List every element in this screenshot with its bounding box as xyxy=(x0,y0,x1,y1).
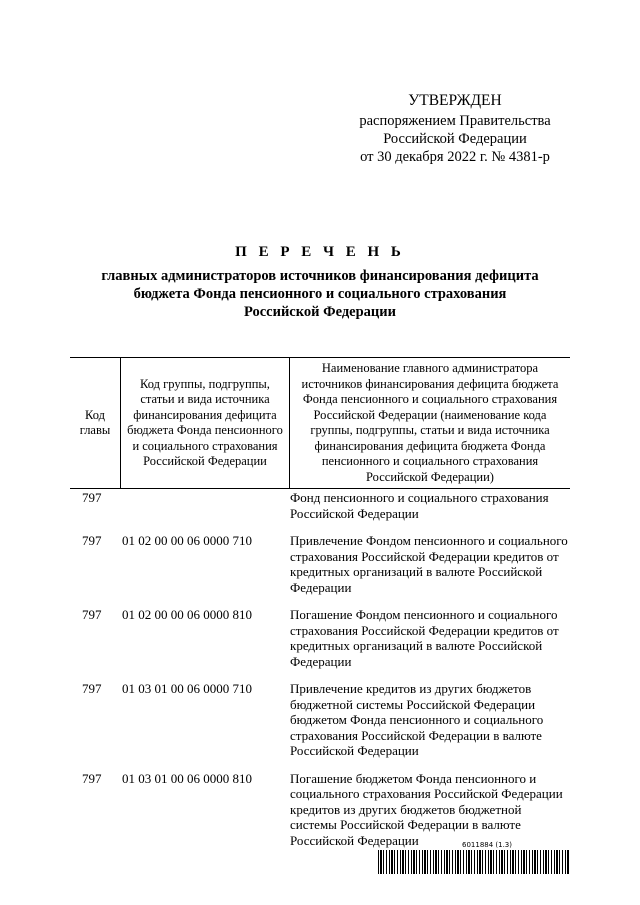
document-subtitle xyxy=(70,267,570,321)
table-row xyxy=(70,490,570,521)
row-source-code xyxy=(116,490,288,521)
table-row xyxy=(70,681,570,759)
row-admin-name: Привлечение Фондом пенсионного и социального страхования Российской Федерации кредитов от кредитных организаций в валюте Российской Федерации xyxy=(290,533,568,595)
row-chapter-code: 797 xyxy=(82,607,102,622)
document-title: П Е Р Е Ч Е Н Ь xyxy=(235,244,405,260)
row-admin-name: Погашение Фондом пенсионного и социального страхования Российской Федерации кредитов от кредитных организаций в валюте Российской Федерации xyxy=(290,607,559,669)
approval-heading: УТВЕРЖДЕН xyxy=(408,92,502,109)
barcode-icon xyxy=(378,850,570,874)
row-chapter-code: 797 xyxy=(82,770,102,786)
approval-line-1: распоряжением Правительства xyxy=(359,113,551,129)
table-row xyxy=(70,607,570,669)
approval-block xyxy=(340,92,570,166)
subtitle-line-3: Российской Федерации xyxy=(243,304,396,320)
row-chapter-code: 797 xyxy=(82,533,102,548)
table-row xyxy=(70,771,570,849)
row-source-code: 01 02 00 00 06 0000 710 xyxy=(122,533,252,548)
header-source-code: Код группы, подгруппы, статьи и вида источника финансирования дефицита бюджета Фонда пенсионного и социального страхования Российской Федерации xyxy=(121,358,290,489)
barcode-label: 6011884 (1.3) xyxy=(462,841,512,849)
approval-line-2: Российской Федерации xyxy=(383,131,527,147)
row-admin-name: Привлечение кредитов из других бюджетов бюджетной системы Российской Федерации бюджетом Фонда пенсионного и социального страхования Российской Федерации в валюте Российской Федерации xyxy=(290,681,544,758)
row-admin-name: Фонд пенсионного и социального страхования Российской Федерации xyxy=(290,490,549,521)
subtitle-line-2: бюджета Фонда пенсионного и социального страхования xyxy=(133,286,507,302)
header-admin-name: Наименование главного администратора источников финансирования дефицита бюджета Фонда пенсионного и социального страхования Российской Федерации (наименование кода группы, подгруппы, статьи и вида источника финансирования дефицита бюджета Фонда пенсионного и социального страхования Российской Федерации) xyxy=(290,358,571,489)
row-chapter-code: 797 xyxy=(82,490,102,505)
row-admin-name: Погашение бюджетом Фонда пенсионного и социального страхования Российской Федерации кредитов из других бюджетов бюджетной системы Российской Федерации в валюте Российской Федерации xyxy=(290,770,563,848)
row-source-code: 01 03 01 00 06 0000 810 xyxy=(122,770,252,786)
row-source-code: 01 03 01 00 06 0000 710 xyxy=(122,681,252,696)
approval-line-3: от 30 декабря 2022 г. № 4381-р xyxy=(360,149,550,165)
row-source-code: 01 02 00 00 06 0000 810 xyxy=(122,607,252,622)
barcode-block xyxy=(378,841,570,874)
header-chapter-code: Код главы xyxy=(70,358,121,489)
subtitle-line-1: главных администраторов источников финансирования дефицита xyxy=(101,268,539,284)
row-chapter-code: 797 xyxy=(82,681,102,696)
table-row xyxy=(70,533,570,595)
table-body xyxy=(70,490,570,860)
table-header xyxy=(70,357,570,489)
